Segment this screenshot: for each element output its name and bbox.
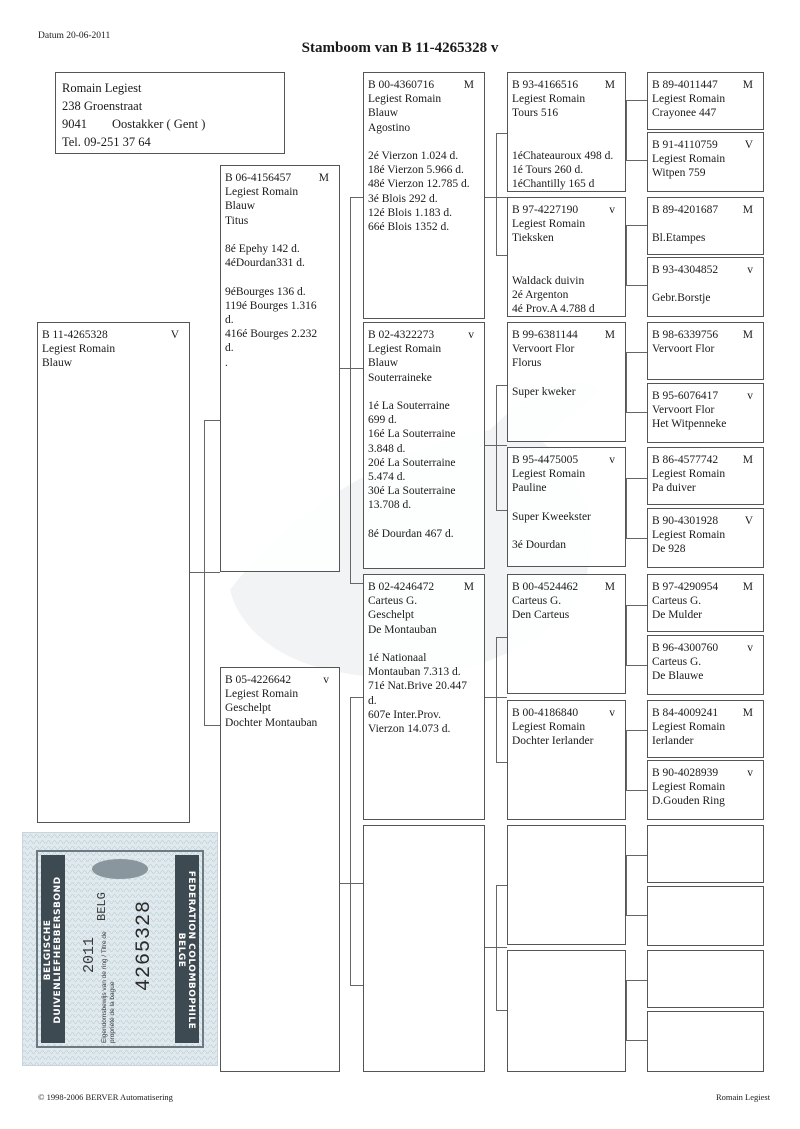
sex-marker: M bbox=[742, 329, 753, 341]
connector-line bbox=[496, 133, 507, 134]
ring-number: B 96-4300760 bbox=[652, 642, 719, 654]
ring-number: B 95-6076417 bbox=[652, 390, 719, 402]
sex-marker: M bbox=[742, 707, 753, 719]
connector-line bbox=[626, 285, 647, 286]
sex-marker: v bbox=[468, 329, 474, 341]
connector-line bbox=[496, 385, 497, 510]
connector-line bbox=[626, 1040, 647, 1041]
ring-number: B 00-4360716 bbox=[368, 79, 435, 91]
owner-street: 238 Groenstraat bbox=[62, 99, 143, 113]
page-title: Stamboom van B 11-4265328 v bbox=[301, 40, 499, 56]
sex-marker: V bbox=[744, 139, 753, 151]
connector-line bbox=[204, 420, 220, 421]
connector-line bbox=[350, 985, 363, 986]
sex-marker: M bbox=[318, 172, 329, 184]
pigeon-details: Legiest Romain Blauw Titus 8é Epehy 142 d. 4éDourdan331 d. 9éBourges 136 d. 119é Bourges 1.316 d. 416é Bourges 2.232 d. . bbox=[225, 186, 318, 369]
ring-number: B 99-6381144 bbox=[512, 329, 578, 341]
sex-marker: M bbox=[604, 79, 615, 91]
connector-line bbox=[496, 762, 507, 763]
pigeon-details: Legiest Romain Dochter Ierlander bbox=[512, 721, 594, 748]
ring-number: B 95-4475005 bbox=[512, 454, 579, 466]
pigeon-details: Legiest Romain Pa duiver bbox=[652, 468, 726, 495]
sex-marker: v bbox=[747, 767, 753, 779]
pigeon-details: Carteus G. De Blauwe bbox=[652, 656, 704, 683]
sex-marker: v bbox=[609, 204, 615, 216]
sex-marker: v bbox=[323, 674, 329, 686]
gen5-card bbox=[647, 197, 764, 255]
connector-line bbox=[626, 855, 627, 915]
sex-marker: M bbox=[463, 79, 474, 91]
ring-number: B 90-4301928 bbox=[652, 515, 719, 527]
connector-line bbox=[626, 790, 647, 791]
stamp-right-text: FEDERATION COLOMBOPHILE BELGE bbox=[176, 870, 196, 1030]
gen5-card bbox=[647, 132, 764, 192]
pigeon-details: Bl.Etampes bbox=[652, 232, 706, 245]
ring-number: B 89-4011447 bbox=[652, 79, 718, 91]
pigeon-details: Legiest Romain Blauw Souterraineke 1é La Souterraine 699 d. 16é La Souterraine 3.848 d. 20é La Souterraine 5.474 d. 30é La Souterraine 13.708 d. 8é Dourdan 467 d. bbox=[368, 343, 456, 540]
connector-line bbox=[350, 697, 363, 698]
ring-number: B 97-4227190 bbox=[512, 204, 579, 216]
subject-pigeon-card bbox=[37, 322, 190, 823]
ring-number: B 11-4265328 bbox=[42, 329, 108, 341]
pigeon-details: Legiest Romain D.Gouden Ring bbox=[652, 781, 726, 808]
copyright-text: © 1998-2006 BERVER Automatisering bbox=[38, 1092, 173, 1102]
gen5-card bbox=[647, 383, 764, 443]
father-card bbox=[220, 165, 340, 572]
pigeon-details: Legiest Romain Pauline Super Kweekster 3é Dourdan bbox=[512, 468, 591, 552]
owner-card bbox=[55, 72, 285, 154]
gen5-card bbox=[647, 72, 764, 130]
pigeon-details: Gebr.Borstje bbox=[652, 292, 711, 305]
ring-number: B 00-4524462 bbox=[512, 581, 579, 593]
mother-card bbox=[220, 667, 340, 1072]
great-grandparent-card bbox=[507, 197, 626, 317]
ring-number: B 93-4304852 bbox=[652, 264, 719, 276]
connector-line bbox=[626, 855, 647, 856]
connector-line bbox=[626, 730, 627, 790]
connector-line bbox=[496, 885, 507, 886]
sex-marker: v bbox=[747, 390, 753, 402]
sex-marker: M bbox=[742, 581, 753, 593]
pigeon-details: Legiest Romain Blauw Agostino 2é Vierzon 1.024 d. 18é Vierzon 5.966 d. 48é Vierzon 12.785 d. 3é Blois 292 d. 12é Blois 1.183 d. 66é Blois 1352 d. bbox=[368, 93, 470, 234]
sex-marker: M bbox=[742, 79, 753, 91]
great-grandparent-card bbox=[507, 950, 626, 1072]
connector-line bbox=[626, 605, 627, 665]
grandparent-card bbox=[363, 574, 485, 820]
stamp-ring-number: 4265328 bbox=[133, 899, 156, 991]
great-grandparent-card bbox=[507, 825, 626, 945]
connector-line bbox=[496, 510, 507, 511]
sex-marker: v bbox=[747, 264, 753, 276]
connector-line bbox=[496, 637, 507, 638]
owner-city: 9041 Oostakker ( Gent ) bbox=[62, 117, 206, 131]
ring-number: B 93-4166516 bbox=[512, 79, 579, 91]
ring-number: B 02-4246472 bbox=[368, 581, 435, 593]
gen5-card bbox=[647, 886, 764, 946]
pigeon-details: Vervoort Flor bbox=[652, 343, 715, 356]
great-grandparent-card bbox=[507, 322, 626, 442]
gen5-card bbox=[647, 825, 764, 883]
connector-line bbox=[626, 100, 647, 101]
pigeon-details: Legiest Romain Tours 516 1éChateauroux 498 d. 1é Tours 260 d. 1éChantilly 165 d bbox=[512, 93, 614, 191]
connector-line bbox=[626, 980, 647, 981]
gen5-card bbox=[647, 635, 764, 695]
sex-marker: v bbox=[609, 707, 615, 719]
ring-number: B 89-4201687 bbox=[652, 204, 719, 216]
connector-line bbox=[626, 100, 627, 160]
connector-line bbox=[626, 352, 647, 353]
connector-line bbox=[340, 368, 363, 369]
ring-number: B 06-4156457 bbox=[225, 172, 292, 184]
grandparent-card bbox=[363, 825, 485, 1072]
stamp-note: Eigendomsbewijs van de ring / Titre de propriété de la bague bbox=[101, 931, 116, 1043]
footer-owner: Romain Legiest bbox=[716, 1092, 771, 1102]
ring-number: B 00-4186840 bbox=[512, 707, 579, 719]
gen5-card bbox=[647, 760, 764, 820]
ring-number: B 90-4028939 bbox=[652, 767, 719, 779]
ring-number: B 86-4577742 bbox=[652, 454, 719, 466]
grandparent-card bbox=[363, 72, 485, 319]
connector-line bbox=[626, 352, 627, 412]
stamp-country: BELG bbox=[95, 892, 109, 921]
connector-line bbox=[626, 915, 647, 916]
print-date: Datum 20-06-2011 bbox=[38, 31, 111, 41]
owner-name: Romain Legiest bbox=[62, 81, 142, 95]
gen5-card bbox=[647, 1011, 764, 1072]
connector-line bbox=[496, 637, 497, 762]
gen5-card bbox=[647, 950, 764, 1008]
connector-line bbox=[626, 980, 627, 1040]
great-grandparent-card bbox=[507, 447, 626, 567]
gen5-card bbox=[647, 322, 764, 380]
sex-marker: V bbox=[744, 515, 753, 527]
great-grandparent-card bbox=[507, 700, 626, 820]
gen5-card bbox=[647, 508, 764, 568]
pigeon-details: Legiest Romain Tieksken Waldack duivin 2é Argenton 4é Prov.A 4.788 d bbox=[512, 218, 595, 316]
connector-line bbox=[350, 197, 351, 583]
sex-marker: M bbox=[604, 581, 615, 593]
connector-line bbox=[626, 225, 647, 226]
connector-line bbox=[626, 538, 647, 539]
ring-number: B 02-4322273 bbox=[368, 329, 435, 341]
great-grandparent-card bbox=[507, 574, 626, 694]
connector-line bbox=[626, 730, 647, 731]
pigeon-details: Legiest Romain Witpen 759 bbox=[652, 153, 726, 180]
sex-marker: V bbox=[170, 329, 179, 341]
pigeon-details: Legiest Romain Blauw bbox=[42, 343, 116, 370]
connector-line bbox=[350, 697, 351, 985]
connector-line bbox=[340, 883, 363, 884]
sex-marker: M bbox=[742, 204, 753, 216]
pigeon-details: Legiest Romain De 928 bbox=[652, 529, 726, 556]
gen5-card bbox=[647, 700, 764, 758]
connector-line bbox=[626, 412, 647, 413]
connector-line bbox=[496, 385, 507, 386]
owner-phone: Tel. 09-251 37 64 bbox=[62, 135, 151, 149]
pigeon-details: Carteus G. Den Carteus bbox=[512, 595, 570, 622]
gen5-card bbox=[647, 447, 764, 505]
connector-line bbox=[626, 225, 627, 285]
connector-line bbox=[626, 665, 647, 666]
gen5-card bbox=[647, 257, 764, 317]
connector-line bbox=[204, 420, 205, 725]
connector-line bbox=[496, 255, 507, 256]
sex-marker: M bbox=[742, 454, 753, 466]
connector-line bbox=[626, 160, 647, 161]
sex-marker: v bbox=[747, 642, 753, 654]
connector-line bbox=[190, 572, 220, 573]
ring-number: B 05-4226642 bbox=[225, 674, 292, 686]
ring-number: B 97-4290954 bbox=[652, 581, 719, 593]
gen5-card bbox=[647, 574, 764, 632]
pigeon-details: Legiest Romain Crayonee 447 bbox=[652, 93, 726, 120]
pigeon-details: Carteus G. De Mulder bbox=[652, 595, 703, 622]
sex-marker: M bbox=[463, 581, 474, 593]
connector-line bbox=[496, 885, 497, 1010]
connector-line bbox=[204, 725, 220, 726]
connector-line bbox=[350, 583, 363, 584]
sex-marker: M bbox=[604, 329, 615, 341]
pigeon-details: Carteus G. Geschelpt De Montauban 1é Nationaal Montauban 7.313 d. 71é Nat.Brive 20.447 d. 607e Inter.Prov. Vierzon 14.073 d. bbox=[368, 595, 468, 736]
pigeon-details: Vervoort Flor Het Witpenneke bbox=[652, 404, 727, 431]
ring-number: B 98-6339756 bbox=[652, 329, 719, 341]
connector-line bbox=[496, 133, 497, 255]
connector-line bbox=[626, 605, 647, 606]
grandparent-card bbox=[363, 322, 485, 569]
ring-certificate-stamp bbox=[22, 832, 218, 1066]
stamp-left-text: BELGISCHE DUIVENLIEFHEBBERSBOND bbox=[43, 876, 63, 1024]
pigeon-details: Legiest Romain Geschelpt Dochter Montauban bbox=[225, 688, 318, 729]
great-grandparent-card bbox=[507, 72, 626, 192]
sex-marker: v bbox=[609, 454, 615, 466]
stamp-year: 2011 bbox=[81, 936, 98, 973]
connector-line bbox=[626, 478, 627, 538]
connector-line bbox=[626, 478, 647, 479]
ring-number: B 84-4009241 bbox=[652, 707, 719, 719]
ring-number: B 91-4110759 bbox=[652, 139, 718, 151]
connector-line bbox=[350, 197, 363, 198]
pigeon-details: Vervoort Flor Florus Super kweker bbox=[512, 343, 576, 398]
pigeon-details: Legiest Romain Ierlander bbox=[652, 721, 726, 748]
connector-line bbox=[496, 1010, 507, 1011]
